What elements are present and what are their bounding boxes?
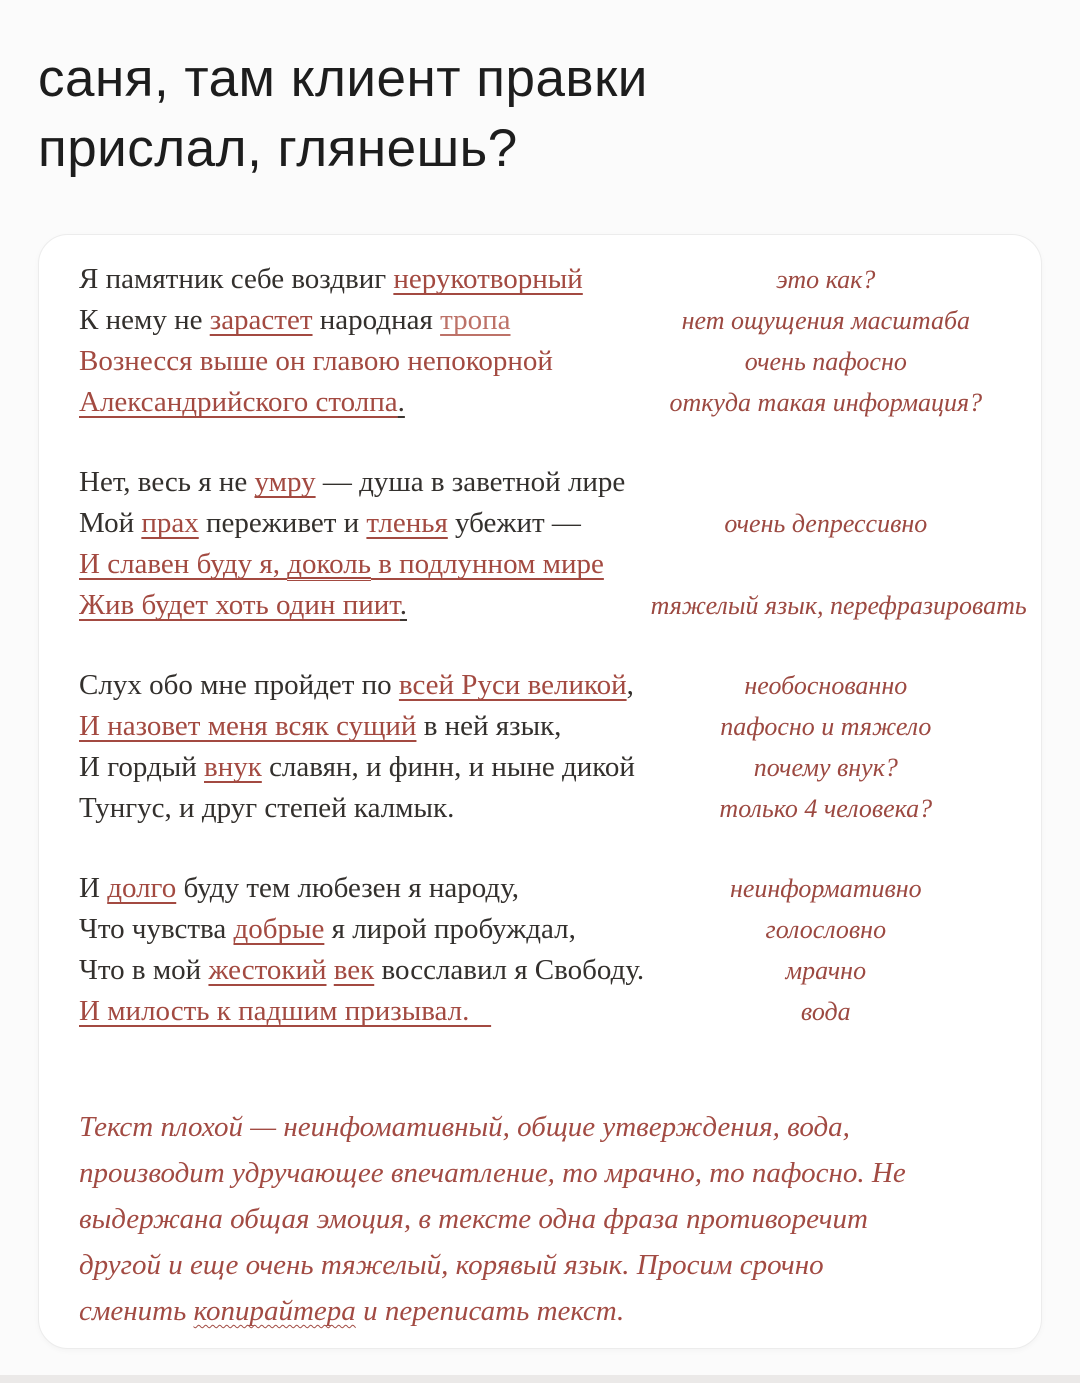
text-segment: тленья bbox=[366, 507, 448, 539]
poem-line bbox=[79, 462, 1001, 503]
poem-line bbox=[79, 341, 1001, 382]
poem-text bbox=[79, 706, 651, 747]
text-segment: я лирой пробуждал, bbox=[324, 913, 576, 945]
text-segment: К нему не bbox=[79, 304, 210, 336]
stanza-3 bbox=[79, 665, 1001, 829]
text-segment: Текст плохой — неинфомативный, общие утверждения, вода, производит удручающее впечатление, то мрачно, то пафосно. Не выдержана общая эмоция, в тексте одна фраза противоречит другой и еще очень тяжелый, корявый язык. Просим срочно сменить bbox=[79, 1111, 906, 1327]
text-segment: век bbox=[333, 954, 375, 986]
poem-line bbox=[79, 503, 1001, 544]
client-comment: мрачно bbox=[785, 956, 867, 985]
poem-line bbox=[79, 868, 1001, 909]
text-segment: славян, и финн, и ныне дикой bbox=[261, 751, 635, 783]
text-segment: в подлунном мире bbox=[370, 548, 604, 580]
text-segment: И bbox=[79, 872, 108, 904]
page-title-line-2: прислал, глянешь? bbox=[38, 119, 518, 178]
text-segment: нерукотворный bbox=[393, 263, 583, 295]
text-segment: в ней язык, bbox=[416, 710, 562, 742]
text-segment: прах bbox=[141, 507, 199, 539]
text-segment: долго bbox=[107, 872, 177, 904]
client-comment: тяжелый язык, перефразировать bbox=[650, 591, 1027, 620]
text-segment: тропа bbox=[440, 304, 511, 336]
client-comment: необоснованно bbox=[744, 671, 908, 700]
text-segment: — душа в заветной лире bbox=[315, 466, 626, 498]
poem-line bbox=[79, 665, 1001, 706]
poem-text bbox=[79, 341, 651, 382]
text-segment bbox=[327, 954, 334, 986]
text-segment: копирайтера bbox=[193, 1295, 356, 1327]
client-comment: почему внук? bbox=[753, 753, 898, 782]
poem-line bbox=[79, 706, 1001, 747]
client-comment: неинформативно bbox=[729, 874, 922, 903]
client-comment: вода bbox=[800, 997, 851, 1026]
poem-text bbox=[79, 950, 651, 991]
poem-text bbox=[79, 788, 651, 829]
poem-line bbox=[79, 382, 1001, 423]
poem-line bbox=[79, 747, 1001, 788]
client-comment: пафосно и тяжело bbox=[720, 712, 932, 741]
poem-text bbox=[79, 585, 651, 626]
text-segment: зарастет bbox=[209, 304, 313, 336]
client-summary-note bbox=[79, 1104, 924, 1334]
text-segment: Жив будет хоть один пиит bbox=[79, 589, 400, 621]
poem-text bbox=[79, 991, 651, 1032]
text-segment: переживет и bbox=[198, 507, 367, 539]
text-segment: Нет, весь я не bbox=[79, 466, 255, 498]
client-comment: откуда такая информация? bbox=[669, 388, 983, 417]
text-segment: народная bbox=[312, 304, 441, 336]
poem-text bbox=[79, 544, 651, 585]
poem-text bbox=[79, 259, 651, 300]
edited-document-card bbox=[38, 234, 1042, 1349]
poem-text bbox=[79, 503, 651, 544]
text-segment: . bbox=[397, 386, 405, 418]
client-comment: очень пафосно bbox=[744, 347, 907, 376]
text-segment: , bbox=[626, 669, 634, 701]
client-comment: голословно bbox=[765, 915, 887, 944]
stanza-1 bbox=[79, 259, 1001, 423]
poem-line bbox=[79, 585, 1027, 626]
page-title bbox=[38, 44, 1042, 184]
poem-line bbox=[79, 991, 1001, 1032]
stanza-4 bbox=[79, 868, 1001, 1032]
text-segment: убежит — bbox=[447, 507, 581, 539]
poem-line bbox=[79, 544, 1001, 585]
poem-line bbox=[79, 950, 1001, 991]
client-comment: только 4 человека? bbox=[719, 794, 933, 823]
text-segment: Слух обо мне пройдет по bbox=[79, 669, 399, 701]
text-segment: Что в мой bbox=[79, 954, 209, 986]
text-segment: И милость к падшим призывал. bbox=[79, 995, 492, 1027]
text-segment: И славен буду я, bbox=[79, 548, 288, 580]
poem-line bbox=[79, 259, 1001, 300]
poem-line bbox=[79, 909, 1001, 950]
page-title-line-1: саня, там клиент правки bbox=[38, 49, 648, 108]
text-segment: восславил я Свободу. bbox=[374, 954, 645, 986]
text-segment: доколь bbox=[287, 548, 371, 580]
text-segment: буду тем любезен я народу, bbox=[176, 872, 520, 904]
poem-text bbox=[79, 300, 651, 341]
text-segment: Александрийского столпа bbox=[79, 386, 398, 418]
text-segment: умру bbox=[254, 466, 316, 498]
text-segment: жестокий bbox=[208, 954, 327, 986]
text-segment: и переписать текст. bbox=[355, 1295, 625, 1327]
poem-text bbox=[79, 909, 651, 950]
text-segment: внук bbox=[204, 751, 262, 783]
poem-text bbox=[79, 665, 651, 706]
client-comment: нет ощущения масштаба bbox=[681, 306, 971, 335]
text-segment: . bbox=[399, 589, 407, 621]
text-segment: И назовет меня всяк сущий bbox=[79, 710, 417, 742]
poem-line bbox=[79, 788, 1001, 829]
text-segment: Я памятник себе воздвиг bbox=[79, 263, 394, 295]
text-segment: Что чувства bbox=[79, 913, 234, 945]
text-segment: добрые bbox=[233, 913, 325, 945]
poem-text bbox=[79, 747, 651, 788]
text-segment: всей Руси великой bbox=[398, 669, 627, 701]
text-segment: Вознесся выше он главою непокорной bbox=[79, 345, 553, 377]
text-segment: Тунгус, и друг степей калмык. bbox=[79, 792, 455, 824]
stanza-2 bbox=[79, 462, 1027, 626]
poem-text bbox=[79, 382, 651, 423]
screenshot-bottom-edge bbox=[0, 1375, 1080, 1383]
client-comment: это как? bbox=[776, 265, 876, 294]
poem-line bbox=[79, 300, 1001, 341]
text-segment: Мой bbox=[79, 507, 142, 539]
poem-text bbox=[79, 462, 651, 503]
poem-text bbox=[79, 868, 651, 909]
client-comment: очень депрессивно bbox=[724, 509, 928, 538]
text-segment: И гордый bbox=[79, 751, 204, 783]
